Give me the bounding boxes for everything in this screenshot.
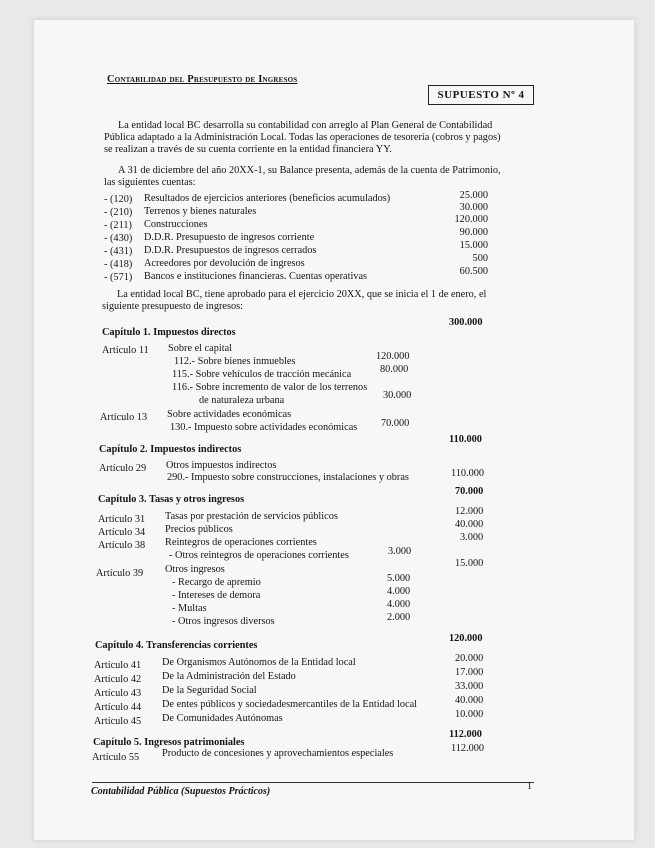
account-code: - (418) (104, 259, 133, 270)
concept-amount: 70.000 (381, 418, 410, 429)
article-desc: Otros impuestos indirectos (166, 460, 277, 471)
article-amount: 10.000 (455, 709, 484, 720)
chapter-title: Capítulo 4. Transferencias corrientes (95, 640, 258, 651)
article-amount: 17.000 (455, 667, 484, 678)
page-number: 1 (527, 781, 532, 792)
intro-line: las siguientes cuentas: (104, 177, 196, 188)
chapter-title: Capítulo 3. Tasas y otros ingresos (98, 494, 245, 505)
account-amount: 30.000 (459, 202, 488, 213)
article-label: Artículo 31 (98, 514, 146, 525)
intro-line: Pública adaptado a la Administración Local. Todas las operaciones de tesorería (cobros y pagos) (104, 132, 501, 143)
article-label: Artículo 42 (94, 674, 142, 685)
account-code: - (571) (104, 272, 133, 283)
article-desc: De Comunidades Autónomas (162, 713, 283, 724)
article-desc: Producto de concesiones y aprovechamientos especiales (162, 748, 394, 759)
chapter-total: 112.000 (449, 729, 482, 740)
concept-desc: 112.- Sobre bienes inmuebles (174, 356, 296, 367)
concept-amount: 4.000 (387, 599, 411, 610)
article-label: Artículo 29 (99, 463, 147, 474)
article-label: Artículo 44 (94, 702, 142, 713)
chapter-total: 110.000 (449, 434, 482, 445)
article-amount: 33.000 (455, 681, 484, 692)
concept-amount: 120.000 (376, 351, 410, 362)
article-label: Artículo 38 (98, 540, 146, 551)
account-name: Bancos e instituciones financieras. Cuentas operativas (144, 271, 368, 282)
article-amount: 112.000 (451, 743, 485, 754)
concept-desc: 116.- Sobre incremento de valor de los terrenos (172, 382, 368, 393)
account-name: Acreedores por devolución de ingresos (144, 258, 305, 269)
article-label: Artículo 39 (96, 568, 144, 579)
article-desc: Otros ingresos (165, 564, 225, 575)
article-desc: Tasas por prestación de servicios públicos (165, 511, 338, 522)
concept-amount: 3.000 (388, 546, 412, 557)
footer-rule (92, 782, 534, 783)
article-desc: De la Seguridad Social (162, 685, 257, 696)
account-amount: 90.000 (459, 227, 488, 238)
account-code: - (431) (104, 246, 133, 257)
article-label: Artículo 34 (98, 527, 146, 538)
chapter-total: 300.000 (449, 317, 483, 328)
concept-desc: - Otros ingresos diversos (172, 616, 275, 627)
intro-line: A 31 de diciembre del año 20XX-1, su Balance presenta, además de la cuenta de Patrimonio, (118, 165, 501, 176)
article-amount: 20.000 (455, 653, 484, 664)
article-amount: 15.000 (455, 558, 484, 569)
budget-intro-line: siguiente presupuesto de ingresos: (102, 301, 243, 312)
account-amount: 500 (472, 253, 488, 264)
concept-amount: 80.000 (380, 364, 409, 375)
concept-amount: 5.000 (387, 573, 411, 584)
article-label: Artículo 13 (100, 412, 148, 423)
account-amount: 120.000 (454, 214, 488, 225)
chapter-title: Capítulo 2. Impuestos indirectos (99, 444, 242, 455)
intro-line: La entidad local BC desarrolla su contabilidad con arreglo al Plan General de Contabilidad (118, 120, 493, 131)
account-code: - (210) (104, 207, 133, 218)
article-amount: 12.000 (455, 506, 484, 517)
article-amount: 40.000 (455, 695, 484, 706)
concept-desc: 115.- Sobre vehículos de tracción mecánica (172, 369, 352, 380)
section-heading: Contabilidad del Presupuesto de Ingresos (107, 74, 298, 85)
concept-desc: 290.- Impuesto sobre construcciones, instalaciones y obras (167, 472, 409, 483)
account-name: Terrenos y bienes naturales (144, 206, 257, 217)
concept-amount: 4.000 (387, 586, 411, 597)
account-amount: 25.000 (459, 190, 488, 201)
account-name: D.D.R. Presupuesto de ingresos corriente (144, 232, 315, 243)
concept-amount: 30.000 (383, 390, 412, 401)
account-amount: 15.000 (459, 240, 488, 251)
concept-desc: - Intereses de demora (172, 590, 261, 601)
concept-desc: - Otros reintegros de operaciones corrientes (169, 550, 349, 561)
article-desc: De la Administración del Estado (162, 671, 296, 682)
article-label: Artículo 45 (94, 716, 142, 727)
account-name: Resultados de ejercicios anteriores (beneficios acumulados) (144, 193, 391, 204)
article-label: Artículo 41 (94, 660, 142, 671)
account-amount: 60.500 (459, 266, 488, 277)
article-desc: De entes públicos y sociedadesmercantiles de la Entidad local (162, 699, 418, 710)
account-code: - (430) (104, 233, 133, 244)
concept-desc: - Recargo de apremio (172, 577, 261, 588)
account-code: - (211) (104, 220, 132, 231)
article-amount: 3.000 (460, 532, 484, 543)
article-label: Artículo 55 (92, 752, 140, 763)
supuesto-box: SUPUESTO Nº 4 (428, 85, 534, 105)
concept-desc: de naturaleza urbana (199, 395, 285, 406)
intro-line: se realizan a través de su cuenta corriente en la entidad financiera YY. (104, 144, 392, 155)
concept-desc: - Multas (172, 603, 207, 614)
account-code: - (120) (104, 194, 133, 205)
article-desc: Precios públicos (165, 524, 233, 535)
article-desc: Reintegros de operaciones corrientes (165, 537, 317, 548)
budget-intro-line: La entidad local BC, tiene aprobado para el ejercicio 20XX, que se inicia el 1 de enero, el (117, 289, 487, 300)
article-label: Artículo 11 (102, 345, 149, 356)
article-amount: 40.000 (455, 519, 484, 530)
article-desc: Sobre actividades económicas (167, 409, 292, 420)
concept-desc: 130.- Impuesto sobre actividades económicas (170, 422, 358, 433)
chapter-title: Capítulo 1. Impuestos directos (102, 327, 236, 338)
footer-text: Contabilidad Pública (Supuestos Prácticos) (91, 786, 271, 797)
article-desc: Sobre el capital (168, 343, 233, 354)
chapter-total: 70.000 (455, 486, 484, 497)
concept-amount: 110.000 (451, 468, 485, 479)
article-label: Artículo 43 (94, 688, 142, 699)
account-name: D.D.R. Presupuestos de ingresos cerrados (144, 245, 317, 256)
concept-amount: 2.000 (387, 612, 411, 623)
chapter-total: 120.000 (449, 633, 483, 644)
article-desc: De Organismos Autónomos de la Entidad local (162, 657, 356, 668)
chapter-title: Capítulo 5. Ingresos patrimoniales (93, 737, 245, 748)
account-name: Construcciones (144, 219, 208, 230)
